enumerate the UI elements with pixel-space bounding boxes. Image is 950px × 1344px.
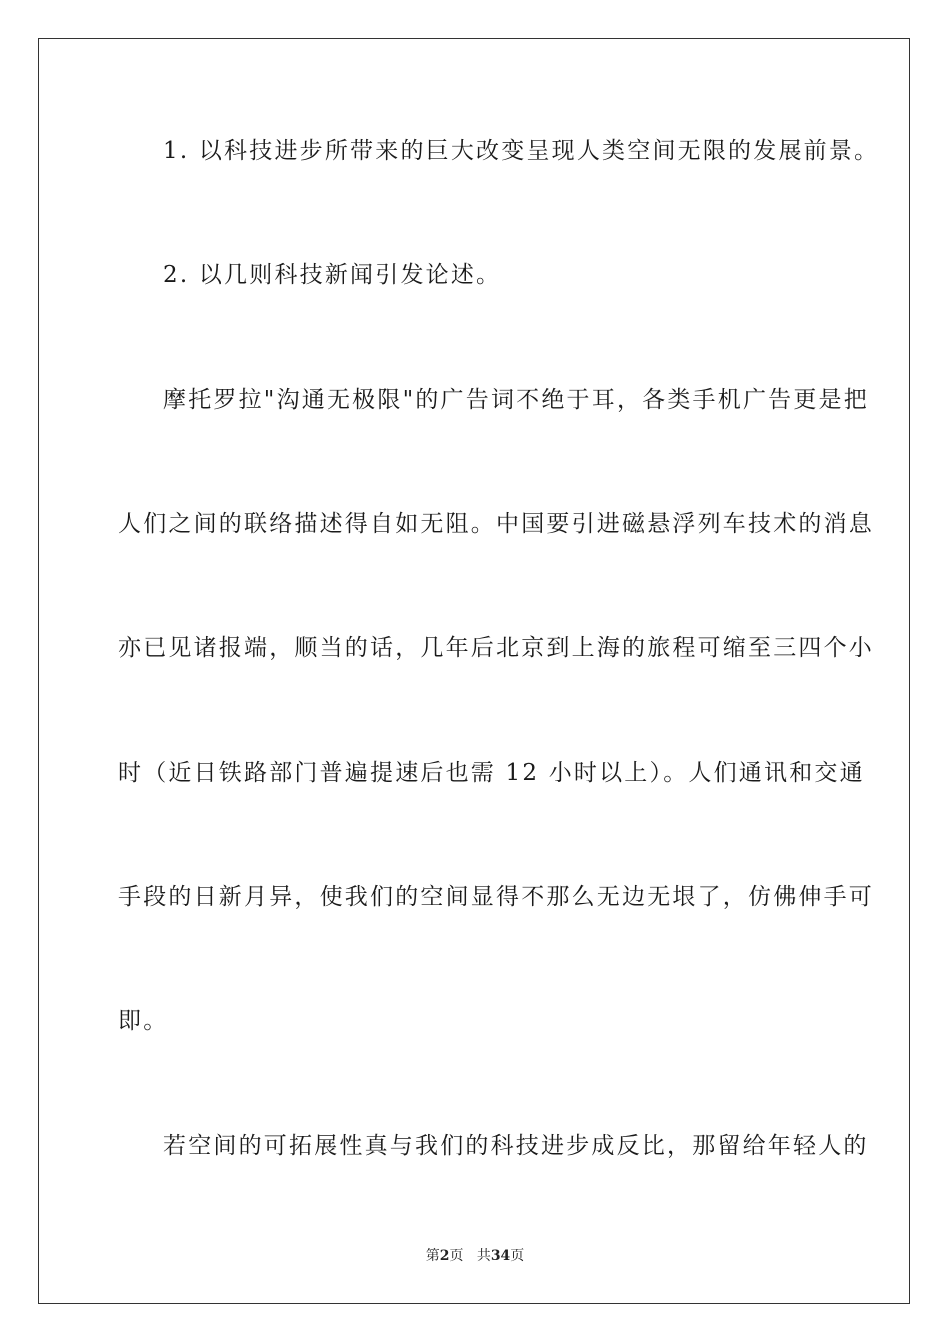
total-suffix: 页 [510,1248,525,1264]
list-item-1: 1. 以科技进步所带来的巨大改变呈现人类空间无限的发展前景。 [163,138,880,164]
paragraph-line: 亦已见诸报端，顺当的话，几年后北京到上海的旅程可缩至三四个小 [118,635,874,661]
paragraph-line: 即。 [118,1008,169,1034]
list-item-2: 2. 以几则科技新闻引发论述。 [163,262,502,288]
paragraph-line: 若空间的可拓展性真与我们的科技进步成反比，那留给年轻人的 [163,1133,869,1159]
paragraph-line: 摩托罗拉"沟通无极限"的广告词不绝于耳，各类手机广告更是把 [163,387,869,413]
paragraph-line: 手段的日新月异，使我们的空间显得不那么无边无垠了，仿佛伸手可 [118,884,874,910]
page-footer [0,1247,950,1265]
total-pages: 34 [490,1248,511,1264]
page-border [38,38,910,1304]
page-prefix: 第 [425,1248,440,1264]
page-suffix: 页 [449,1248,464,1264]
paragraph-line: 时（近日铁路部门普遍提速后也需 12 小时以上）。人们通讯和交通 [118,760,865,786]
page-number: 2 [439,1248,450,1264]
total-prefix: 共 [476,1248,491,1264]
paragraph-line: 人们之间的联络描述得自如无阻。中国要引进磁悬浮列车技术的消息 [118,511,874,537]
